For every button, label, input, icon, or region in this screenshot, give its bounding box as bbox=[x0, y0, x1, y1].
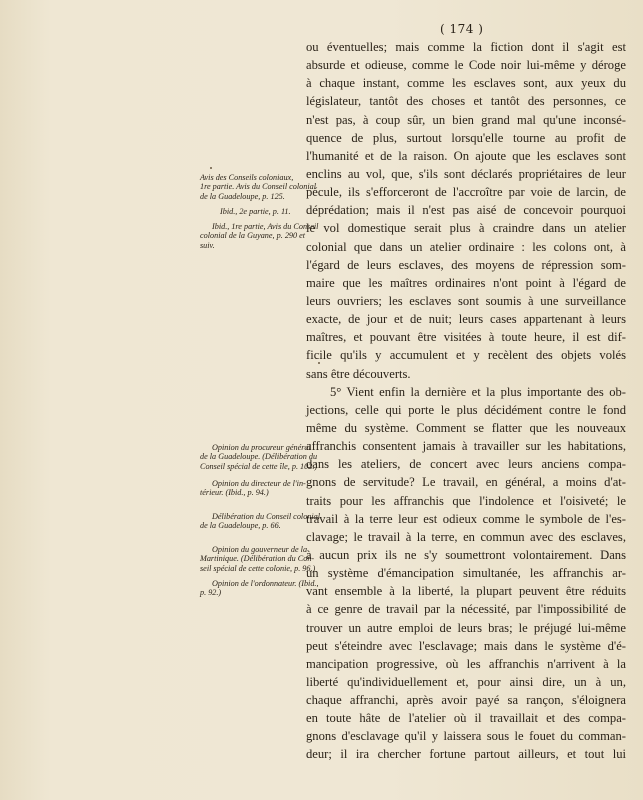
text-line: clavage; le travail à la terre, en commun avec des esclaves, bbox=[306, 529, 626, 544]
page-number: ( 174 ) bbox=[440, 22, 484, 36]
margin-note-line: de la Guadeloupe. (Délibération du bbox=[200, 452, 318, 462]
margin-note-line: térieur. (Ibid., p. 94.) bbox=[200, 488, 269, 498]
text-line: absurde et odieuse, comme le Code noir lui-même y déroge bbox=[306, 58, 626, 73]
text-line: travail à la terre leur est odieux comme le symbole de l'es- bbox=[306, 511, 626, 526]
margin-note-line: Avis des Conseils coloniaux, bbox=[200, 173, 294, 182]
text-line: ou éventuelles; mais comme la fiction dont il s'agit est bbox=[306, 40, 626, 54]
text-line: dans les ateliers, de concert avec leurs anciens compa- bbox=[306, 457, 626, 472]
margin-note-line: suiv. bbox=[200, 240, 215, 250]
margin-note-line: 1re partie. Avis du Conseil colonial bbox=[200, 182, 316, 192]
text-line: peut s'éteindre avec l'esclavage; mais dans le système d'é- bbox=[306, 638, 626, 653]
text-line: jections, celle qui porte le plus décidément contre le fond bbox=[306, 402, 626, 417]
margin-note-line: Conseil spécial de cette île, p. 102.) bbox=[200, 461, 318, 471]
text-line: l'humanité et de la raison. On ajoute que les esclaves sont bbox=[306, 148, 626, 163]
text-line: sans être découverts. bbox=[306, 366, 411, 381]
text-line: l'égard de leurs esclaves, des moyens de répression som- bbox=[306, 257, 626, 272]
text-line: législateur, tantôt des choses et tantôt des personnes, ce bbox=[306, 94, 626, 109]
text-line: deur; il ira chercher fortune partout ailleurs, et tout lui bbox=[306, 747, 626, 762]
text-line: colonial que dans un atelier ordinaire : les colons ont, à bbox=[306, 239, 626, 254]
margin-note-line: Ibid., 1re partie, Avis du Conseil bbox=[212, 222, 319, 231]
text-line: enclins au vol, que, s'ils sont déclarés propriétaires de leur bbox=[306, 166, 626, 181]
text-line: exacte, de jour et de nuit; leurs cases appartenant à leurs bbox=[306, 312, 626, 327]
text-line: leurs ouvriers; les esclaves sont soumis à une surveillance bbox=[306, 293, 626, 308]
text-line: à ce genre de travail par la nécessité, par l'impossibilité de bbox=[306, 602, 626, 617]
margin-note-line: de la Guadeloupe, p. 125. bbox=[200, 191, 285, 201]
text-line: quence de plus, surtout lorsqu'elle tourne au profit de bbox=[306, 130, 626, 145]
margin-note-line: de la Guadeloupe, p. 66. bbox=[200, 521, 281, 531]
text-line: n'est pas, à coup sûr, un bien grand mal qu'une inconsé- bbox=[306, 112, 626, 127]
margin-note-line: Opinion de l'ordonnateur. (Ibid., bbox=[212, 579, 319, 588]
text-line: trouver un autre emploi de leurs bras; le préjugé lui-même bbox=[306, 620, 626, 635]
main-text-column bbox=[306, 38, 626, 764]
margin-note-line: Délibération du Conseil colonial bbox=[212, 512, 321, 521]
text-line: le vol domestique serait plus à craindre dans un atelier bbox=[306, 221, 626, 236]
text-line: liberté qu'individuellement et, pour ainsi dire, un à un, bbox=[306, 674, 626, 689]
margin-note-line: Opinion du gouverneur de la bbox=[212, 545, 308, 554]
text-line: gnons d'esclavage qu'il y laissera sous le fouet du comman- bbox=[306, 729, 626, 744]
margin-note-line: Opinion du procureur général bbox=[212, 443, 311, 452]
text-line: à chaque instant, comme les esclaves sont, aux yeux du bbox=[306, 76, 626, 91]
text-line: un système d'émancipation simultanée, les affranchis ar- bbox=[306, 566, 626, 581]
text-line: ficile qu'ils y accumulent et y recèlent des objets volés bbox=[306, 348, 626, 363]
text-line: maîtres, et pouvant être visitées à toute heure, il est dif- bbox=[306, 330, 626, 345]
margin-marker bbox=[210, 167, 212, 169]
margin-note-line: Ibid., 2e partie, p. 11. bbox=[220, 207, 291, 216]
text-line: vant ensemble à la liberté, la plupart peuvent être réduits bbox=[306, 584, 626, 599]
text-line: maire que les maîtres ordinaires n'ont point à l'égard de bbox=[306, 275, 626, 290]
text-line: traits pour les affranchis que l'indolence et l'oisiveté; le bbox=[306, 493, 626, 508]
text-line: mancipation progressive, où les affranchis n'arrivent à la bbox=[306, 656, 626, 671]
text-line: chaque affranchi, après avoir payé sa rançon, s'éloignera bbox=[306, 693, 626, 708]
text-line: déprédation; mais il n'est pas aisé de concevoir pourquoi bbox=[306, 203, 626, 218]
text-line: à aucun prix ils ne s'y soumettront volontairement. Dans bbox=[306, 547, 626, 562]
text-line: même du système. Comment se flatter que les nouveaux bbox=[306, 420, 626, 435]
margin-note-line: colonial de la Guyane, p. 290 et bbox=[200, 231, 306, 241]
text-line: 5° Vient enfin la dernière et la plus importante des ob- bbox=[330, 384, 626, 399]
margin-note-line: seil spécial de cette colonie, p. 96.) bbox=[200, 563, 316, 573]
margin-note-line: p. 92.) bbox=[200, 588, 222, 598]
margin-note-line: Martinique. (Délibération du Con- bbox=[200, 554, 315, 564]
text-line: affranchis consentent jamais à travailler sur les habitations, bbox=[306, 439, 626, 454]
text-line: en toute hâte de l'atelier où il travaillait et des compa- bbox=[306, 711, 626, 726]
margin-note-line: Opinion du directeur de l'in- bbox=[212, 479, 306, 488]
text-line: pécule, ils s'efforceront de l'accroître par voie de larcin, de bbox=[306, 185, 626, 200]
text-line: gnons de servitude? Le travail, en général, a moins d'at- bbox=[306, 475, 626, 490]
